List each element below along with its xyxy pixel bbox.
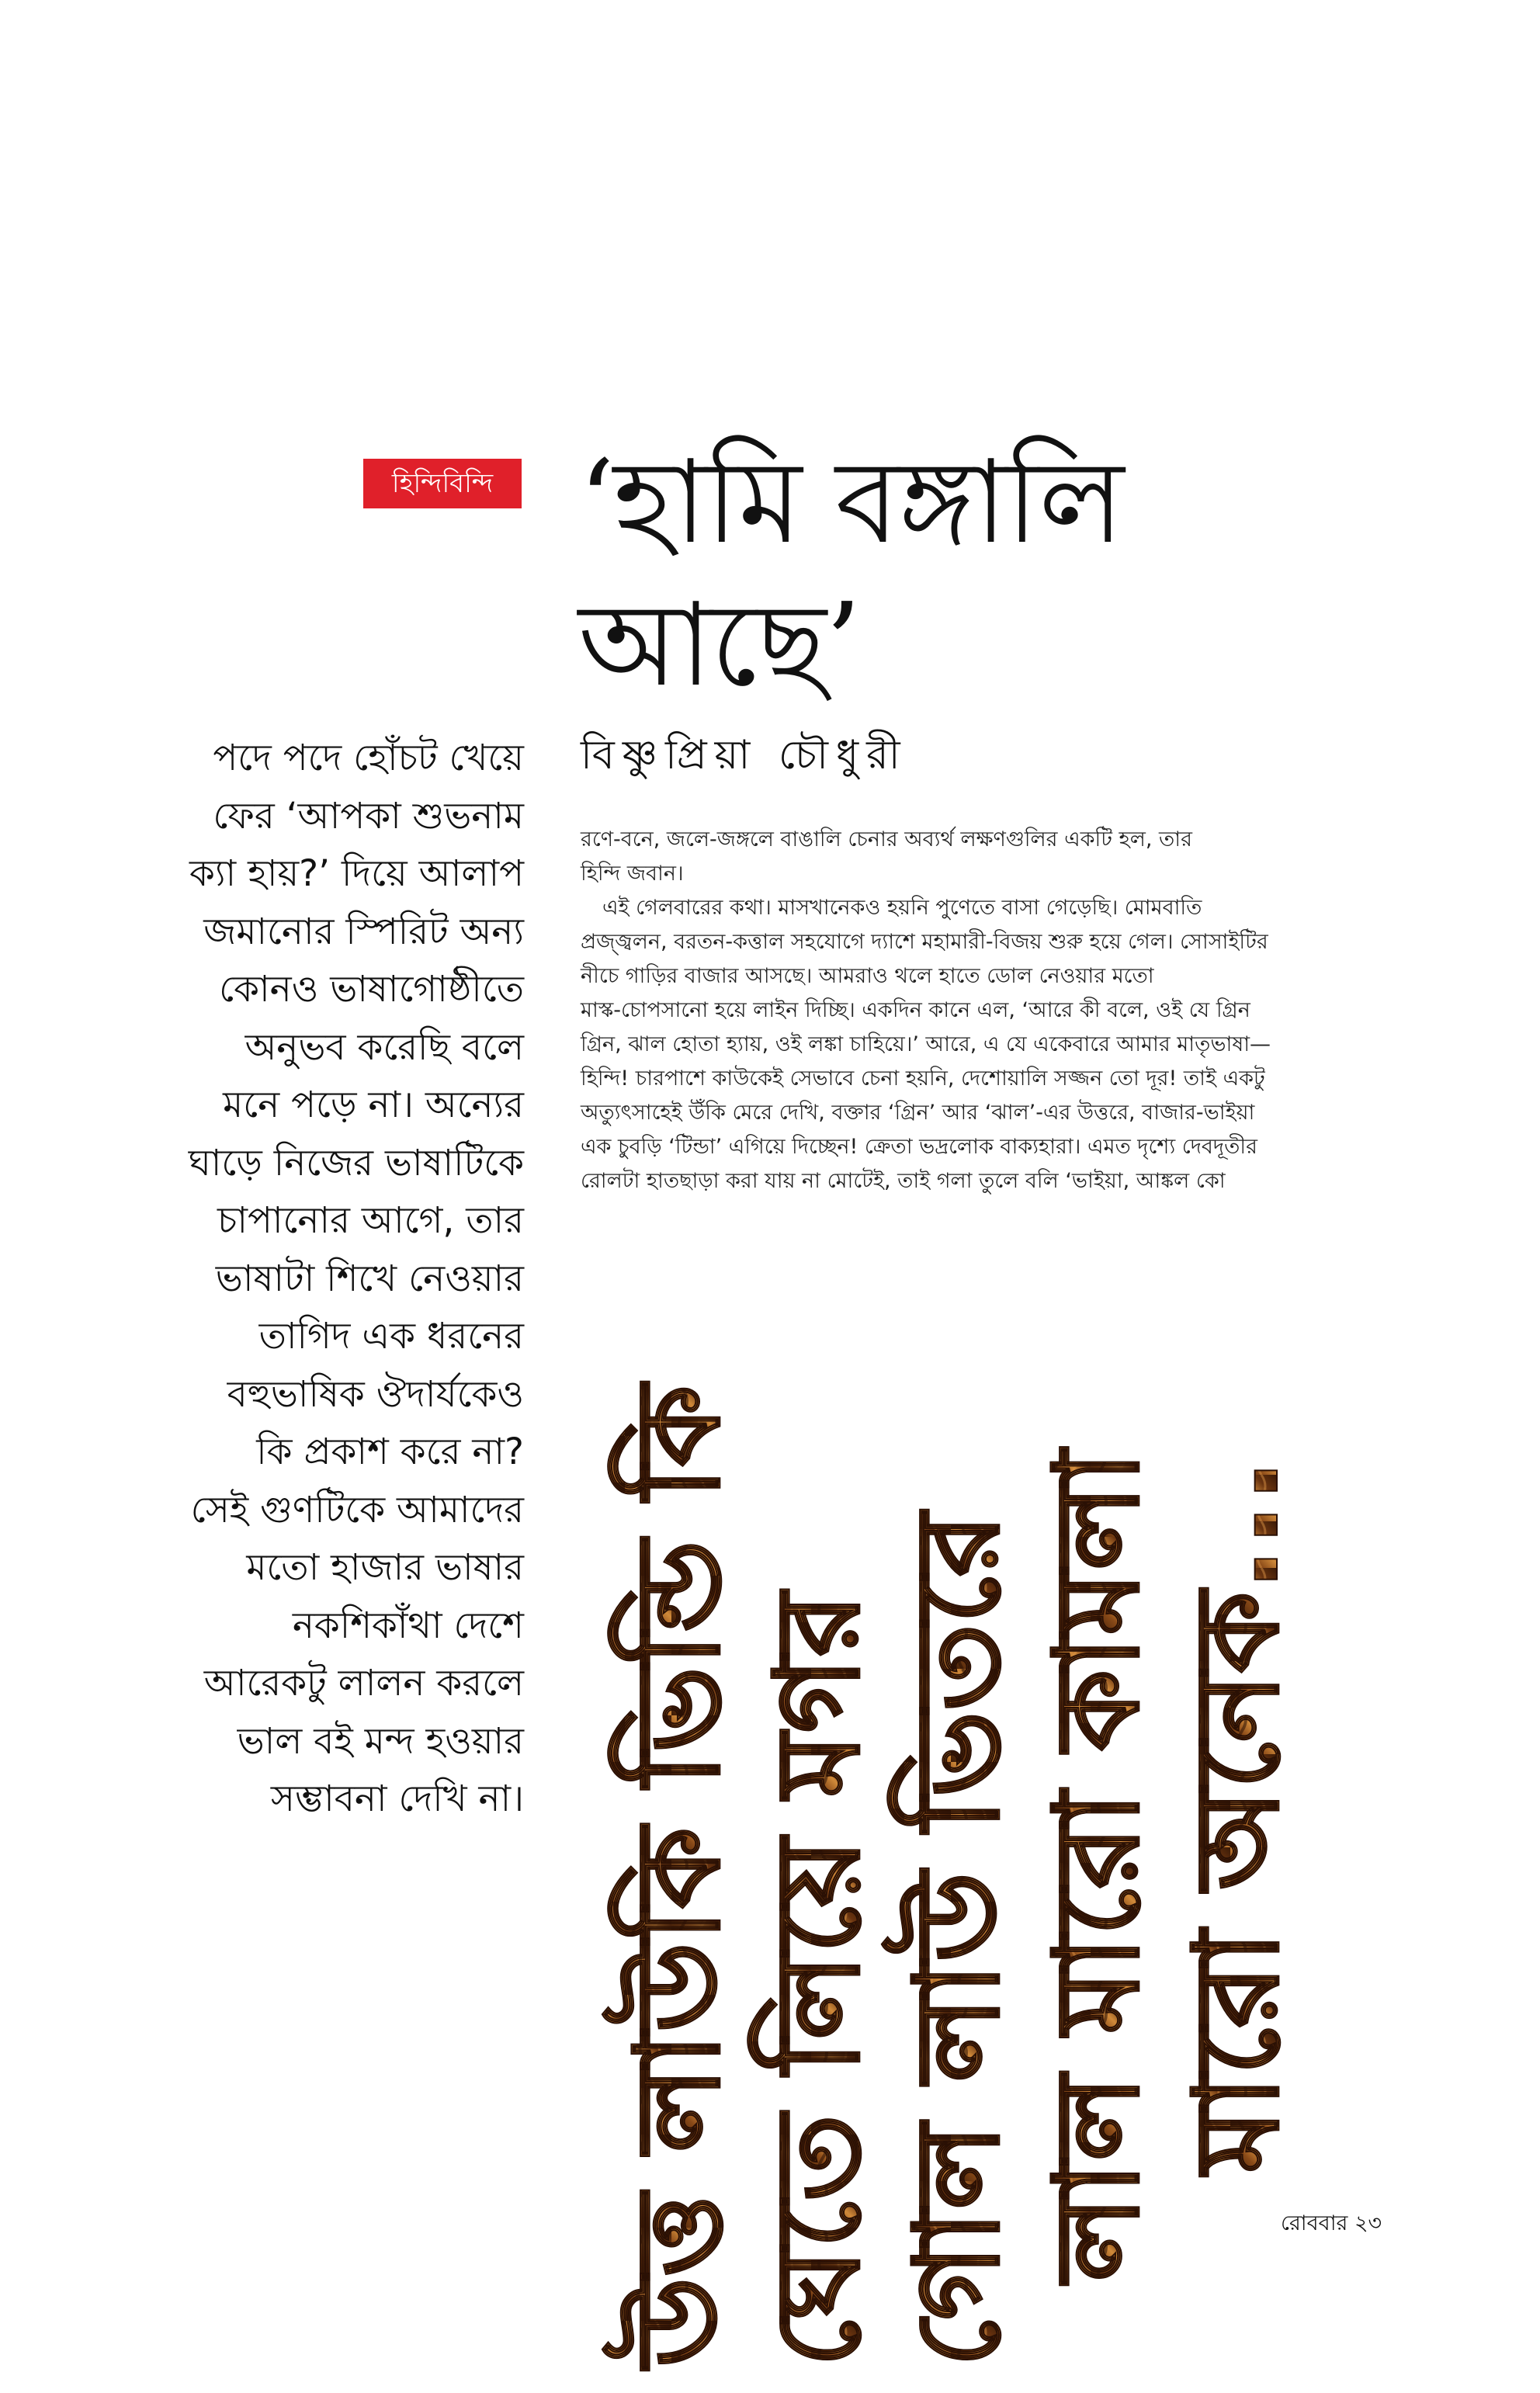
pullquote-line: ভাল বই মন্দ হওয়ার [237,1719,524,1763]
body-line: রোলটা হাতছাড়া করা যায় না মোটেই, তাই গলা তুলে বলি ‘ভাইয়া, আঙ্কল কো [581,1169,1226,1193]
body-line: হিন্দি! চারপাশে কাউকেই সেভাবে চেনা হয়নি, দেশোয়ালি সজ্জন তো দূর! তাই একটু [581,1066,1265,1091]
body-line: মাস্ক-চোপসানো হয়ে লাইন দিচ্ছি। একদিন কানে এল, ‘আরে কী বলে, ওই যে গ্রিন [581,998,1250,1022]
art-line-3: গোল লাউ ভিতরে [890,1513,1025,2367]
byline: বিষ্ণুপ্রিয়া চৌধুরী [581,732,908,779]
body-line: রণে-বনে, জলে-জঙ্গলে বাঙালি চেনার অব্যর্থ লক্ষণগুলির একটি হল, তার [581,827,1192,851]
article-body [581,823,1392,1198]
calligraphy-art-svg [578,1226,1393,2383]
headline-line-1: ‘হামি বঙ্গালি [578,435,1123,569]
pullquote-line: ফের ‘আপকা শুভনাম [213,794,524,838]
body-line: অত্যুৎসাহেই উঁকি মেরে দেখি, বক্তার ‘গ্রিন’ আর ‘ঝাল’-এর উত্তরে, বাজার-ভাইয়া [581,1101,1255,1125]
pullquote-line: মনে পড়ে না। অন্যের [223,1084,524,1126]
pullquote-line: ক্যা হায়?’ দিয়ে আলাপ [189,852,524,895]
pullquote-line: সম্ভাবনা দেখি না। [270,1777,524,1820]
art-line-5: মারো অনেক... [1170,1458,1305,2173]
pullquote-line: বহুভাষিক ঔদার্যকেও [227,1372,524,1416]
pullquote [124,730,524,1829]
pullquote-line: চাপানোর আগে, তার [217,1199,524,1242]
body-line: গ্রিন, ঝাল হোতা হ্যায়, ওই লঙ্কা চাহিয়ে।’ আরে, এ যে একেবারে আমার মাতৃভাষা— [581,1032,1271,1056]
pullquote-line: তাগিদ এক ধরনের [258,1315,524,1358]
pullquote-line: আরেকটু লালন করলে [203,1662,524,1705]
body-line: এই গেলবারের কথা। মাসখানেকও হয়নি পুণেতে বাসা গেড়েছি। মোমবাতি [602,896,1202,920]
calligraphy-art [578,1226,1393,2383]
pullquote-line: মতো হাজার ভাষার [246,1546,524,1589]
pullquote-line: কোনও ভাষাগোষ্ঠীতে [219,968,524,1011]
body-line: এক চুবড়ি ‘টিন্ডা’ এগিয়ে দিচ্ছেন! ক্রেতা ভদ্রলোক বাক্যহারা। এমত দৃশ্যে দেবদূতীর [581,1135,1257,1159]
body-line: হিন্দি জবান। [581,862,684,886]
art-line-4: লাল মারো কামলা [1030,1450,1165,2282]
pullquote-line: পদে পদে হোঁচট খেয়ে [213,737,524,779]
pullquote-line: নকশিকাঁথা দেশে [292,1604,524,1647]
pullquote-line: সেই গুণটিকে আমাদের [190,1488,524,1531]
page-folio: রোববার ২৩ [1281,2211,1382,2235]
headline [578,431,1354,716]
art-line-2: ঘেতে লিয়ে মগর [751,1592,886,2367]
pullquote-line: কি প্রকাশ করে না? [256,1431,524,1473]
body-line: প্রজ্জ্বলন, বরতন-কত্তাল সহযোগে দ্যাশে মহামারী-বিজয় শুরু হয়ে গেল। সোসাইটির [581,930,1268,954]
pullquote-line: অনুভব করেছি বলে [245,1025,524,1069]
art-line-1: উত্ত লাউকি ভিন্ডি কি [611,1385,746,2367]
pullquote-line: ঘাড়ে নিজের ভাষাটিকে [188,1141,524,1184]
section-tag: হিন্দিবিন্দি [363,459,522,508]
body-line: নীচে গাড়ির বাজার আসছে। আমরাও থলে হাতে ডোল নেওয়ার মতো [581,964,1154,988]
pullquote-line: ভাষাটা শিখে নেওয়ার [215,1257,524,1300]
headline-line-2: আছে’ [578,578,860,712]
pullquote-line: জমানোর স্পিরিট অন্য [203,910,524,953]
